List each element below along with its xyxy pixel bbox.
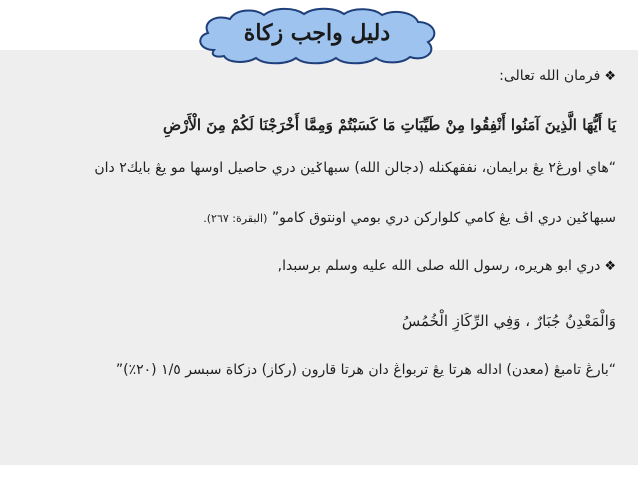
intro-line — [499, 68, 616, 84]
diamond-bullet-icon: ❖ — [604, 259, 616, 274]
translation-line-2-text: سبهاݢين دري اڤ يڠ كامي كلواركن دري بومي اونتوق كامو” — [271, 210, 616, 226]
intro-text: فرمان الله تعالى: — [499, 68, 601, 84]
hadith-text: وَالْمَعْدِنُ جُبَارٌ ، وَفِي الرِّكَازِ الْخُمُسُ — [401, 312, 616, 330]
diamond-bullet-icon: ❖ — [604, 69, 616, 84]
translation-line-2 — [203, 210, 616, 226]
title-cloud — [192, 6, 442, 66]
hadith-intro-text: دري ابو هريره، رسول الله صلى الله عليه وسلم برسبدا, — [277, 258, 601, 274]
translation-line-1: “هاي اورڠ٢ يڠ برايمان، نفقهكنله (دجالن الله) سبهاݢين دري حاصيل اوسها مو يڠ بايك٢ دان — [94, 160, 616, 176]
hadith-intro-line — [278, 258, 616, 274]
hadith-translation: “بارڠ تامبڠ (معدن) اداله هرتا يڠ تربواڠ دان هرتا قارون (ركاز) دزكاة سبسر ١/٥ (٢٠٪)” — [115, 362, 616, 378]
quran-verse: يَا أَيُّهَا الَّذِينَ آمَنُوا أَنْفِقُوا مِنْ طَيِّبَاتِ مَا كَسَبْتُمْ وَمِمَّا أَخْرَجْنَا لَكُمْ مِنَ الْأَرْضِ — [162, 116, 616, 134]
page-title: دليل واجب زكاة — [243, 20, 391, 46]
verse-reference: (البقرة: ٢٦٧). — [203, 212, 268, 225]
